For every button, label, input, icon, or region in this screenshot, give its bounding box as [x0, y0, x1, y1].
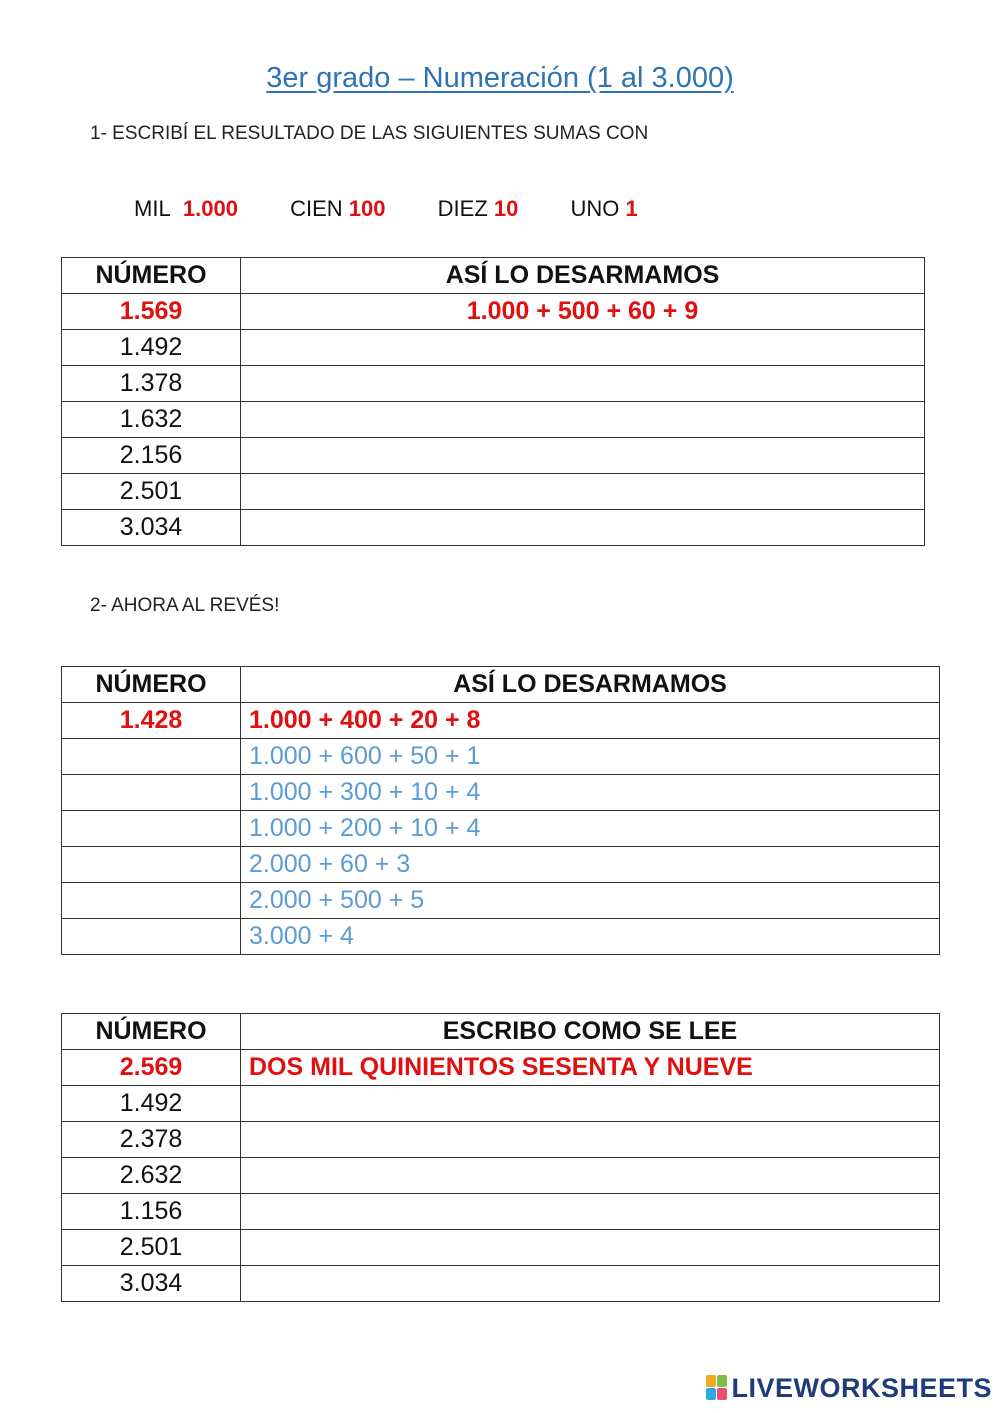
number-input[interactable] [62, 739, 241, 775]
table-row [62, 1158, 940, 1194]
example-number: 1.428 [62, 703, 241, 739]
logo-text: LIVEWORKSHEETS [731, 1372, 992, 1403]
table-row [62, 919, 940, 955]
answer-input[interactable] [241, 366, 925, 402]
answer-input[interactable] [241, 402, 925, 438]
decomposition-cell: 1.000 + 600 + 50 + 1 [241, 739, 940, 775]
example-answer: 1.000 + 400 + 20 + 8 [241, 703, 940, 739]
number-cell: 3.034 [62, 1266, 241, 1302]
example-row [62, 703, 940, 739]
example-row [62, 294, 925, 330]
table-row [62, 366, 925, 402]
answer-input[interactable] [241, 510, 925, 546]
header-desarmamos: ASÍ LO DESARMAMOS [241, 667, 940, 703]
example-row [62, 1050, 940, 1086]
number-cell: 2.501 [62, 474, 241, 510]
words-input[interactable] [241, 1086, 940, 1122]
value-uno: UNO 1 [570, 196, 638, 221]
table-row [62, 330, 925, 366]
words-input[interactable] [241, 1230, 940, 1266]
words-input[interactable] [241, 1122, 940, 1158]
example-number: 1.569 [62, 294, 241, 330]
example-number: 2.569 [62, 1050, 241, 1086]
number-cell: 2.632 [62, 1158, 241, 1194]
decomposition-cell: 1.000 + 200 + 10 + 4 [241, 811, 940, 847]
header-numero: NÚMERO [62, 258, 241, 294]
table-read-aloud [61, 1013, 940, 1302]
number-cell: 3.034 [62, 510, 241, 546]
table-row [62, 1194, 940, 1230]
number-cell: 2.501 [62, 1230, 241, 1266]
number-input[interactable] [62, 811, 241, 847]
instruction-2: 2- AHORA AL REVÉS! [90, 595, 280, 616]
words-input[interactable] [241, 1266, 940, 1302]
decomposition-cell: 2.000 + 500 + 5 [241, 883, 940, 919]
table-row [62, 1230, 940, 1266]
number-cell: 2.378 [62, 1122, 241, 1158]
table-header [62, 667, 940, 703]
worksheet-title: 3er grado – Numeración (1 al 3.000) [266, 62, 734, 94]
words-input[interactable] [241, 1158, 940, 1194]
words-input[interactable] [241, 1194, 940, 1230]
number-cell: 1.492 [62, 1086, 241, 1122]
table-reverse [61, 666, 940, 955]
answer-input[interactable] [241, 330, 925, 366]
decomposition-cell: 2.000 + 60 + 3 [241, 847, 940, 883]
value-diez: DIEZ 10 [437, 196, 519, 221]
liveworksheets-icon [706, 1375, 728, 1401]
header-numero: NÚMERO [62, 1014, 241, 1050]
decomposition-cell: 1.000 + 300 + 10 + 4 [241, 775, 940, 811]
table-row [62, 1122, 940, 1158]
number-cell: 1.632 [62, 402, 241, 438]
decomposition-cell: 3.000 + 4 [241, 919, 940, 955]
place-values [134, 196, 684, 222]
value-mil: MIL 1.000 [134, 196, 238, 221]
table-row [62, 510, 925, 546]
header-se-lee: ESCRIBO COMO SE LEE [241, 1014, 940, 1050]
number-cell: 1.492 [62, 330, 241, 366]
header-numero: NÚMERO [62, 667, 241, 703]
table-row [62, 1266, 940, 1302]
table-row [62, 739, 940, 775]
table-row [62, 474, 925, 510]
number-input[interactable] [62, 883, 241, 919]
number-input[interactable] [62, 847, 241, 883]
number-input[interactable] [62, 919, 241, 955]
number-input[interactable] [62, 775, 241, 811]
answer-input[interactable] [241, 438, 925, 474]
answer-input[interactable] [241, 474, 925, 510]
table-row [62, 402, 925, 438]
table-row [62, 847, 940, 883]
table-header [62, 258, 925, 294]
table-row [62, 1086, 940, 1122]
table-row [62, 775, 940, 811]
table-decompose [61, 257, 925, 546]
liveworksheets-logo [706, 1371, 992, 1405]
number-cell: 1.156 [62, 1194, 241, 1230]
table-row [62, 438, 925, 474]
table-row [62, 811, 940, 847]
table-row [62, 883, 940, 919]
example-answer: DOS MIL QUINIENTOS SESENTA Y NUEVE [241, 1050, 940, 1086]
number-cell: 2.156 [62, 438, 241, 474]
value-cien: CIEN 100 [290, 196, 386, 221]
table-header [62, 1014, 940, 1050]
header-desarmamos: ASÍ LO DESARMAMOS [241, 258, 925, 294]
example-answer: 1.000 + 500 + 60 + 9 [241, 294, 925, 330]
number-cell: 1.378 [62, 366, 241, 402]
instruction-1: 1- ESCRIBÍ EL RESULTADO DE LAS SIGUIENTES SUMAS CON [90, 123, 649, 144]
